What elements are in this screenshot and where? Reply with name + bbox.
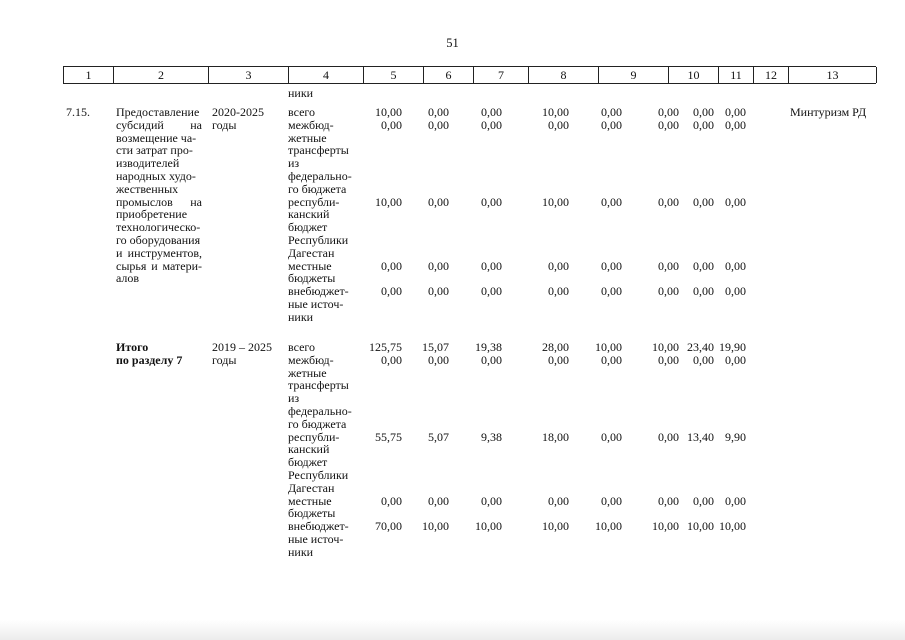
value-cell: 0,00: [481, 117, 502, 132]
period-label: годы: [212, 117, 237, 132]
value-cell: 10,00: [422, 519, 449, 534]
total-period-label: годы: [212, 352, 237, 367]
source-label-line: ники: [288, 544, 314, 559]
source-label-line: республи-: [288, 429, 340, 444]
source-label-line: местные: [288, 258, 332, 273]
value-cell: 0,00: [601, 105, 622, 119]
value-cell: 10,00: [375, 194, 402, 209]
value-cell: 0,00: [381, 493, 402, 508]
value-cell: 0,00: [548, 284, 569, 299]
source-label-line: ные источ-: [288, 297, 344, 311]
header-cell: 3: [209, 67, 289, 83]
value-cell: 23,40: [687, 340, 714, 354]
carryover-text: ники: [288, 86, 314, 100]
header-cell: 10: [669, 67, 719, 83]
source-label-line: всего: [288, 340, 316, 354]
value-cell: 0,00: [725, 258, 746, 273]
value-cell: 0,00: [658, 105, 679, 119]
value-cell: 10,00: [475, 519, 502, 534]
source-label-line: бюджеты: [288, 506, 336, 521]
text-line: Итого: [116, 340, 149, 354]
page-number: 51: [446, 36, 459, 50]
header-cell: 12: [754, 67, 789, 83]
executor: Минтуризм РД: [790, 105, 867, 119]
source-label-line: трансферты: [288, 378, 349, 393]
text-line: народных худо-: [116, 168, 196, 183]
value-cell: 0,00: [548, 352, 569, 367]
header-cell: 1: [64, 67, 114, 83]
value-cell: 0,00: [548, 493, 569, 508]
value-cell: 10,00: [687, 519, 714, 534]
source-label-line: трансферты: [288, 143, 349, 158]
header-cell: 9: [599, 67, 669, 83]
source-label-line: межбюд-: [288, 117, 334, 132]
value-cell: 0,00: [428, 105, 449, 119]
text-line: Предоставление: [116, 105, 200, 119]
value-cell: 0,00: [658, 429, 679, 444]
source-label-line: жетные: [288, 130, 327, 145]
source-label-line: республи-: [288, 194, 340, 209]
value-cell: 10,00: [652, 519, 679, 534]
value-cell: 28,00: [542, 340, 569, 354]
value-cell: 0,00: [601, 284, 622, 299]
value-cell: 0,00: [428, 258, 449, 273]
measure-name: [116, 106, 202, 285]
header-cell: 2: [114, 67, 209, 83]
source-label-line: федерально-: [288, 169, 352, 183]
value-cell: 5,07: [428, 429, 449, 444]
source-label-line: бюджеты: [288, 271, 336, 286]
value-cell: 0,00: [601, 117, 622, 132]
value-cell: 0,00: [658, 352, 679, 367]
value-cell: 10,00: [595, 519, 622, 534]
value-cell: 0,00: [548, 117, 569, 132]
value-cell: 55,75: [375, 429, 402, 444]
value-cell: 0,00: [601, 352, 622, 367]
value-cell: 0,00: [481, 493, 502, 508]
source-label-line: Республики: [288, 468, 349, 482]
value-cell: 19,90: [719, 340, 746, 354]
value-cell: 0,00: [601, 429, 622, 444]
period-years: 2020-2025: [212, 105, 264, 119]
value-cell: 10,00: [542, 194, 569, 209]
source-label-line: жетные: [288, 365, 327, 380]
value-cell: 0,00: [601, 194, 622, 209]
value-cell: 0,00: [693, 352, 714, 367]
scan-edge-shadow: [0, 620, 905, 640]
text-line: приобретение: [116, 207, 188, 222]
value-cell: 0,00: [481, 194, 502, 209]
source-label-line: го бюджета: [288, 416, 347, 431]
value-cell: 13,40: [687, 429, 714, 444]
value-cell: 9,90: [725, 429, 746, 444]
value-cell: 0,00: [481, 352, 502, 367]
value-cell: 0,00: [381, 117, 402, 132]
source-label-line: из: [288, 156, 300, 171]
total-name: [116, 341, 206, 367]
text-line: возмещение ча-: [116, 130, 197, 145]
value-cell: 0,00: [693, 105, 714, 119]
value-cell: 0,00: [428, 352, 449, 367]
source-label-line: местные: [288, 493, 332, 508]
text-line: алов: [116, 271, 140, 286]
source-label-line: го бюджета: [288, 181, 347, 196]
value-cell: 10,00: [542, 105, 569, 119]
value-cell: 15,07: [422, 340, 449, 354]
source-label-line: внебюджет-: [288, 284, 349, 299]
value-cell: 0,00: [725, 105, 746, 119]
value-cell: 0,00: [693, 117, 714, 132]
value-cell: 125,75: [369, 340, 402, 354]
header-cell: 8: [529, 67, 599, 83]
source-label-line: бюджет: [288, 220, 328, 235]
header-cell: 6: [424, 67, 474, 83]
value-cell: 10,00: [375, 105, 402, 119]
header-cell: 11: [719, 67, 754, 83]
value-cell: 0,00: [481, 105, 502, 119]
text-line: жественных: [116, 181, 179, 196]
table-header-row: [63, 66, 876, 84]
text-line: го оборудования: [116, 232, 201, 247]
value-cell: 0,00: [548, 258, 569, 273]
value-cell: 0,00: [428, 194, 449, 209]
source-label-line: бюджет: [288, 455, 328, 470]
source-label-line: канский: [288, 207, 330, 222]
source-label-line: ные источ-: [288, 532, 344, 546]
value-cell: 0,00: [601, 258, 622, 273]
text-line: технологическо-: [116, 220, 201, 235]
header-cell: 7: [474, 67, 529, 83]
value-cell: 0,00: [601, 493, 622, 508]
text-line: субсидий на: [116, 117, 202, 132]
value-cell: 0,00: [725, 117, 746, 132]
value-cell: 0,00: [693, 258, 714, 273]
value-cell: 0,00: [658, 194, 679, 209]
text-line: изводителей: [116, 156, 180, 171]
value-cell: 0,00: [693, 493, 714, 508]
value-cell: 0,00: [658, 493, 679, 508]
text-line: и инструментов,: [116, 245, 202, 260]
text-line: промыслов на: [116, 194, 202, 209]
value-cell: 10,00: [542, 519, 569, 534]
value-cell: 0,00: [428, 493, 449, 508]
value-cell: 0,00: [481, 284, 502, 299]
header-cell: 5: [364, 67, 424, 83]
value-cell: 0,00: [381, 352, 402, 367]
text-line: сти затрат про-: [116, 143, 193, 158]
value-cell: 0,00: [725, 352, 746, 367]
value-cell: 0,00: [725, 194, 746, 209]
text-line: сырья и матери-: [116, 258, 202, 273]
value-cell: 18,00: [542, 429, 569, 444]
source-label-line: Дагестан: [288, 480, 335, 495]
source-label-line: канский: [288, 442, 330, 457]
value-cell: 10,00: [652, 340, 679, 354]
value-cell: 0,00: [481, 258, 502, 273]
value-cell: 0,00: [658, 117, 679, 132]
source-label-line: всего: [288, 105, 316, 119]
source-label-line: межбюд-: [288, 352, 334, 367]
value-cell: 0,00: [693, 194, 714, 209]
row-number: 7.15.: [66, 105, 90, 119]
source-label-line: Республики: [288, 233, 349, 247]
value-cell: 10,00: [595, 340, 622, 354]
value-cell: 0,00: [725, 284, 746, 299]
value-cell: 0,00: [693, 284, 714, 299]
source-label-line: федерально-: [288, 404, 352, 418]
value-cell: 0,00: [725, 493, 746, 508]
value-cell: 0,00: [381, 258, 402, 273]
value-cell: 19,38: [475, 340, 502, 354]
source-label-line: внебюджет-: [288, 519, 349, 534]
value-cell: 0,00: [381, 284, 402, 299]
value-cell: 0,00: [658, 258, 679, 273]
text-line: по разделу 7: [116, 352, 183, 367]
value-cell: 70,00: [375, 519, 402, 534]
value-cell: 9,38: [481, 429, 502, 444]
source-label-line: Дагестан: [288, 245, 335, 260]
source-label-line: ники: [288, 309, 314, 324]
header-cell: 4: [289, 67, 364, 83]
value-cell: 10,00: [719, 519, 746, 534]
total-period-years: 2019 – 2025: [212, 340, 272, 354]
header-cell: 13: [789, 67, 877, 83]
value-cell: 0,00: [428, 117, 449, 132]
value-cell: 0,00: [428, 284, 449, 299]
value-cell: 0,00: [658, 284, 679, 299]
source-label-line: из: [288, 391, 300, 406]
